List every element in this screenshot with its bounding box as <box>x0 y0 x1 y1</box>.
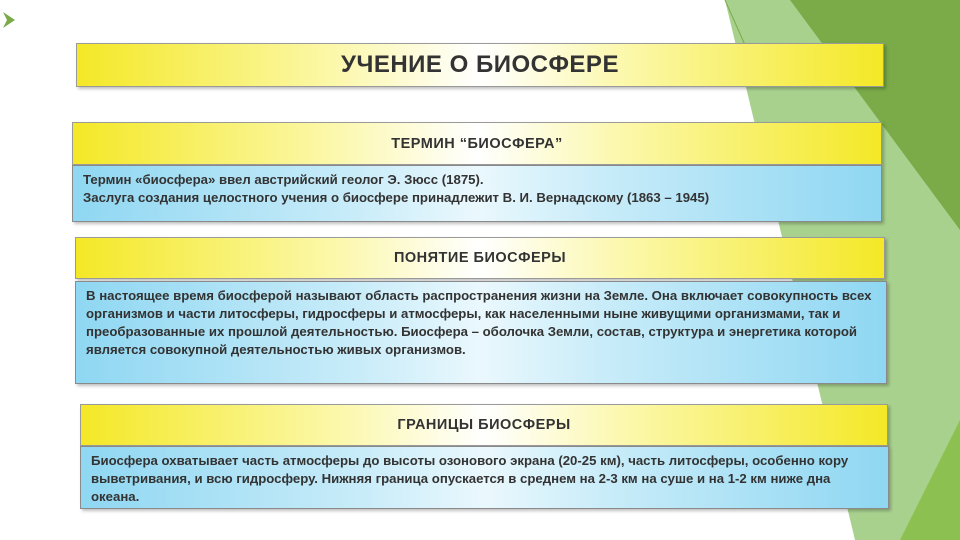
section-text-line: Термин «биосфера» ввел австрийский геолог Э. Зюсс (1875). <box>83 172 484 187</box>
section-text-line: В настоящее время биосферой называют область распространения жизни на Земле. Она включает совокупность всех организмов и части литосферы, гидросферы и атмосферы, как населенными ныне живущими организмами, так и преобразованные их прошлой деятельностью. Биосфера – оболочка Земли, состав, структура и энергетика которой является совокупной деятельностью живых организмов. <box>86 288 872 357</box>
section-heading-concept: ПОНЯТИЕ БИОСФЕРЫ <box>75 237 885 279</box>
section-text-line: Заслуга создания целостного учения о биосфере принадлежит В. И. Вернадскому (1863 – 1945) <box>83 190 710 205</box>
section-heading-term: ТЕРМИН “БИОСФЕРА” <box>72 122 882 165</box>
section-body-boundaries <box>80 446 889 509</box>
section-text-line: Биосфера охватывает часть атмосферы до высоты озонового экрана (20-25 км), часть литосферы, особенно кору выветривания, и всю гидросферу. Нижняя граница опускается в среднем на 2-3 км на суше и на 1-2 км ниже дна океана. <box>91 453 849 504</box>
arrow-bullet-icon <box>3 12 15 28</box>
section-body-concept <box>75 281 887 384</box>
slide-title: УЧЕНИЕ О БИОСФЕРЕ <box>76 43 884 87</box>
section-heading-boundaries: ГРАНИЦЫ БИОСФЕРЫ <box>80 404 888 446</box>
section-body-term <box>72 165 882 222</box>
